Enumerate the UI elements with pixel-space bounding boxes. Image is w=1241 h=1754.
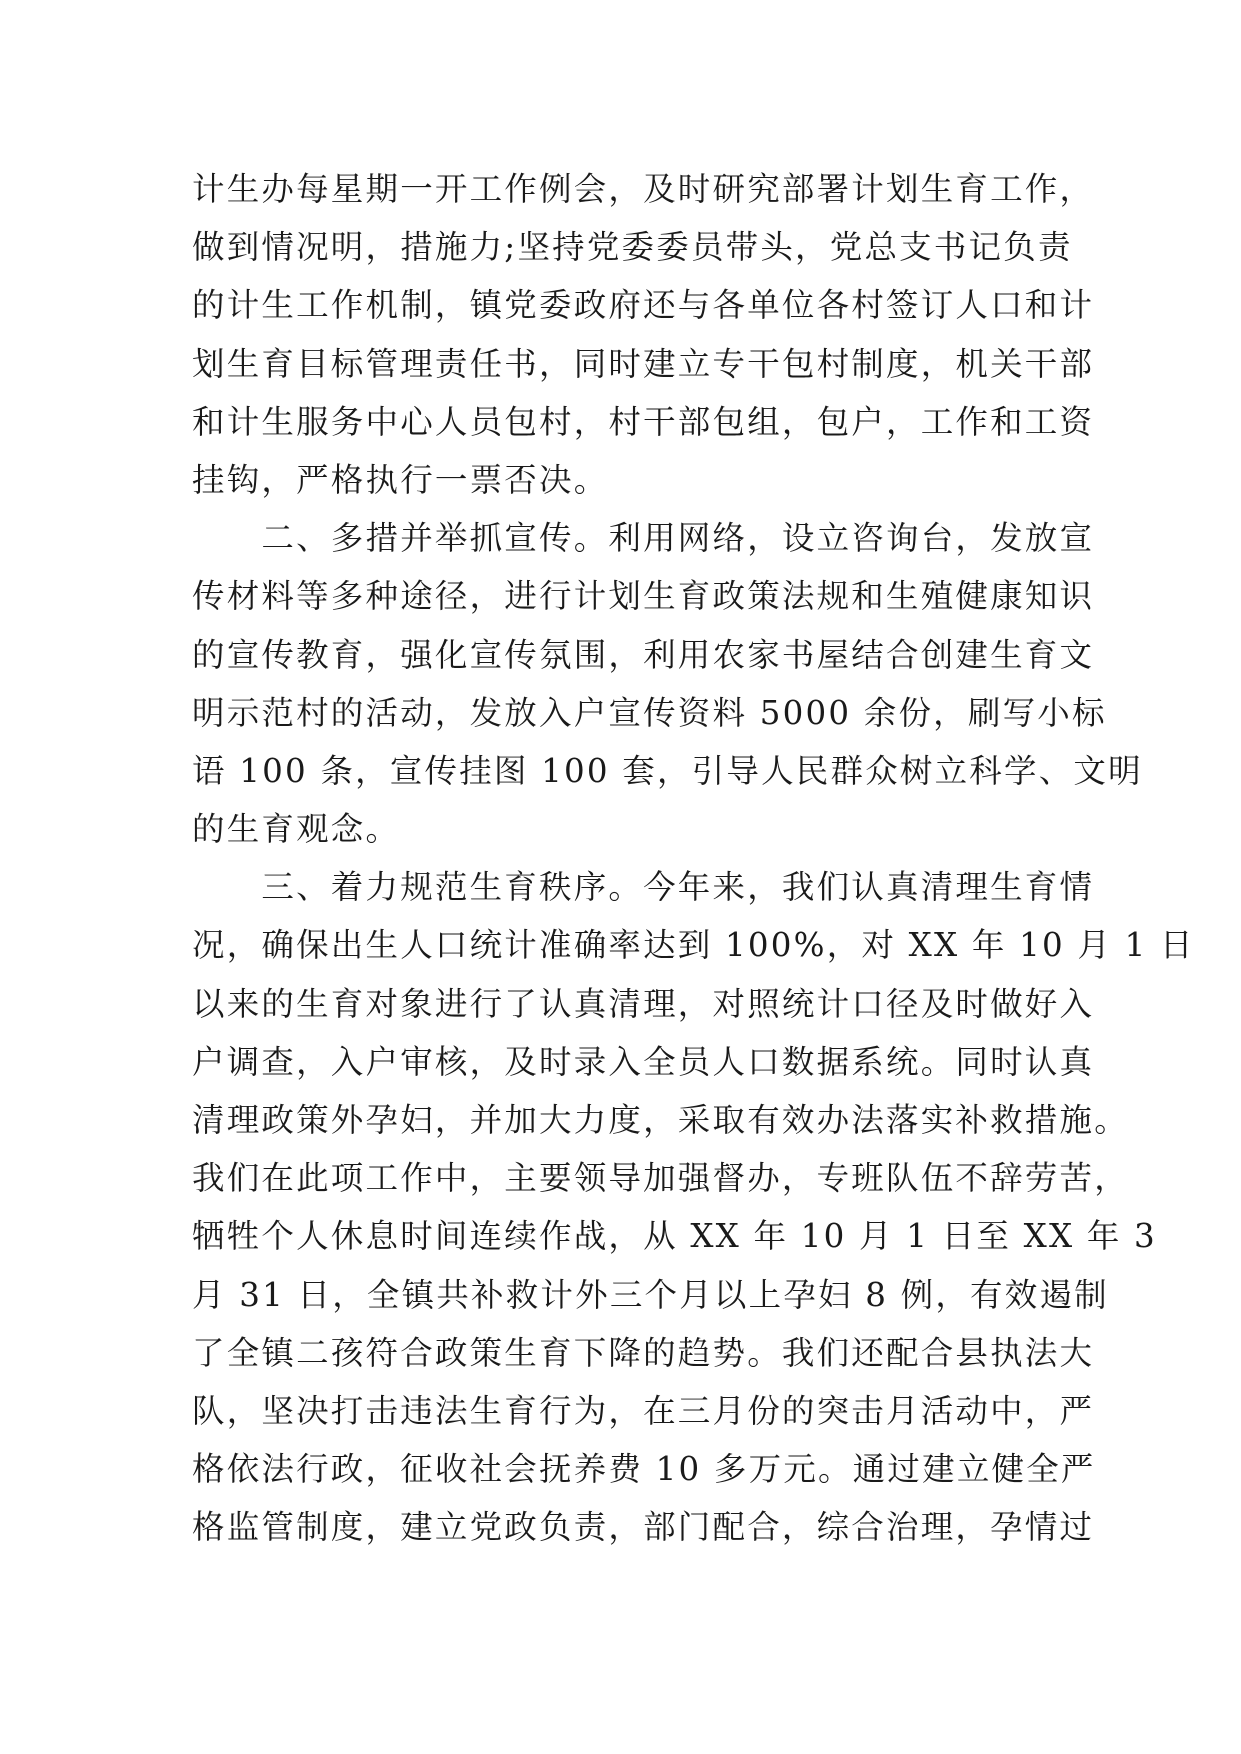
text-line: 的计生工作机制，镇党委政府还与各单位各村签订人口和计 xyxy=(192,286,1095,325)
text-line: 牺牲个人休息时间连续作战，从 XX 年 10 月 1 日至 XX 年 3 xyxy=(192,1217,1157,1256)
text-line: 明示范村的活动，发放入户宣传资料 5000 余份，刷写小标 xyxy=(192,693,1107,732)
text-line: 格依法行政，征收社会抚养费 10 多万元。通过建立健全严 xyxy=(192,1450,1096,1489)
text-line: 我们在此项工作中，主要领导加强督办，专班队伍不辞劳苦， xyxy=(192,1159,1129,1198)
text-line: 三、着力规范生育秩序。今年来，我们认真清理生育情 xyxy=(192,868,1095,907)
text-line: 月 31 日，全镇共补救计外三个月以上孕妇 8 例，有效遏制 xyxy=(192,1275,1109,1314)
text-line: 的生育观念。 xyxy=(192,810,401,849)
text-line: 做到情况明，措施力;坚持党委委员带头，党总支书记负责 xyxy=(192,228,1073,267)
text-line: 清理政策外孕妇，并加大力度，采取有效办法落实补救措施。 xyxy=(192,1101,1129,1139)
text-line: 语 100 条，宣传挂图 100 套，引导人民群众树立科学、文明 xyxy=(192,751,1143,790)
text-line: 计生办每星期一开工作例会，及时研究部署计划生育工作， xyxy=(192,170,1095,208)
text-line: 的宣传教育，强化宣传氛围，利用农家书屋结合创建生育文 xyxy=(192,635,1095,674)
text-line: 和计生服务中心人员包村，村干部包组，包户，工作和工资 xyxy=(192,402,1095,441)
text-line: 以来的生育对象进行了认真清理，对照统计口径及时做好入 xyxy=(192,984,1095,1023)
text-line: 了全镇二孩符合政策生育下降的趋势。我们还配合县执法大 xyxy=(192,1333,1095,1372)
text-line: 户调查，入户审核，及时录入全员人口数据系统。同时认真 xyxy=(192,1042,1095,1081)
text-line: 队，坚决打击违法生育行为，在三月份的突击月活动中，严 xyxy=(192,1391,1095,1430)
text-line: 传材料等多种途径，进行计划生育政策法规和生殖健康知识 xyxy=(192,577,1095,616)
text-line: 挂钩，严格执行一票否决。 xyxy=(192,460,609,499)
text-line: 划生育目标管理责任书，同时建立专干包村制度，机关干部 xyxy=(192,344,1095,383)
text-line: 况，确保出生人口统计准确率达到 100%，对 XX 年 10 月 1 日 xyxy=(192,926,1195,965)
text-line: 格监管制度，建立党政负责，部门配合，综合治理，孕情过 xyxy=(192,1508,1095,1547)
text-line: 二、多措并举抓宣传。利用网络，设立咨询台，发放宣 xyxy=(192,519,1095,558)
document-body xyxy=(192,160,1195,1557)
